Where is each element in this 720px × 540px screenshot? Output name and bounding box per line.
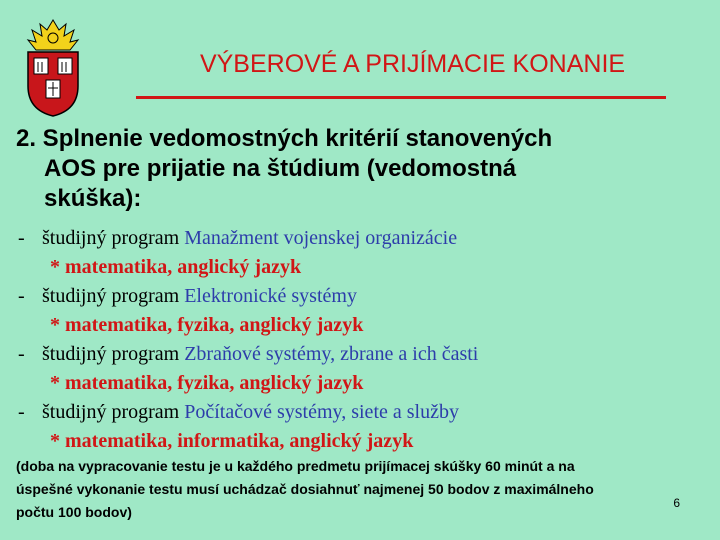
bullet-dash: -: [18, 401, 25, 423]
program-lead: študijný program: [42, 285, 185, 307]
program-lead: študijný program: [42, 343, 185, 365]
program-name: Počítačové systémy, siete a služby: [184, 401, 459, 423]
program-item: [16, 282, 706, 340]
program-subjects: * matematika, anglický jazyk: [50, 256, 302, 278]
program-name: Zbraňové systémy, zbrane a ich časti: [184, 343, 479, 365]
heading-line-2: AOS pre prijatie na štúdium (vedomostná: [44, 155, 517, 182]
program-item: [16, 224, 706, 282]
heading-line-3: skúška):: [44, 185, 142, 212]
coat-of-arms-icon: [22, 18, 84, 118]
footnote-line-2: úspešné vykonanie testu musí uchádzač dosiahnuť najmenej 50 bodov z maximálneho: [16, 481, 594, 497]
program-subjects: * matematika, informatika, anglický jazyk: [50, 430, 414, 452]
heading-line-1: 2. Splnenie vedomostných kritérií stanovených: [16, 125, 553, 152]
program-subjects: * matematika, fyzika, anglický jazyk: [50, 314, 364, 336]
program-lead: študijný program: [42, 227, 185, 249]
eagle-icon: [28, 20, 78, 50]
program-subjects: * matematika, fyzika, anglický jazyk: [50, 372, 364, 394]
page-number: 6: [673, 496, 680, 510]
footnote-line-3: počtu 100 bodov): [16, 504, 132, 520]
program-item: [16, 398, 706, 456]
page-title: VÝBEROVÉ A PRIJÍMACIE KONANIE: [199, 50, 626, 78]
program-item: [16, 340, 706, 398]
section-heading: [16, 124, 706, 214]
program-list: [16, 224, 706, 456]
program-lead: študijný program: [42, 401, 185, 423]
program-name: Manažment vojenskej organizácie: [184, 227, 458, 249]
bullet-dash: -: [18, 343, 25, 365]
bullet-dash: -: [18, 227, 25, 249]
footnote: [16, 455, 696, 524]
bullet-dash: -: [18, 285, 25, 307]
program-name: Elektronické systémy: [184, 285, 357, 307]
footnote-line-1: (doba na vypracovanie testu je u každého predmetu prijímacej skúšky 60 minút a na: [16, 458, 575, 474]
title-underline: [136, 96, 666, 99]
